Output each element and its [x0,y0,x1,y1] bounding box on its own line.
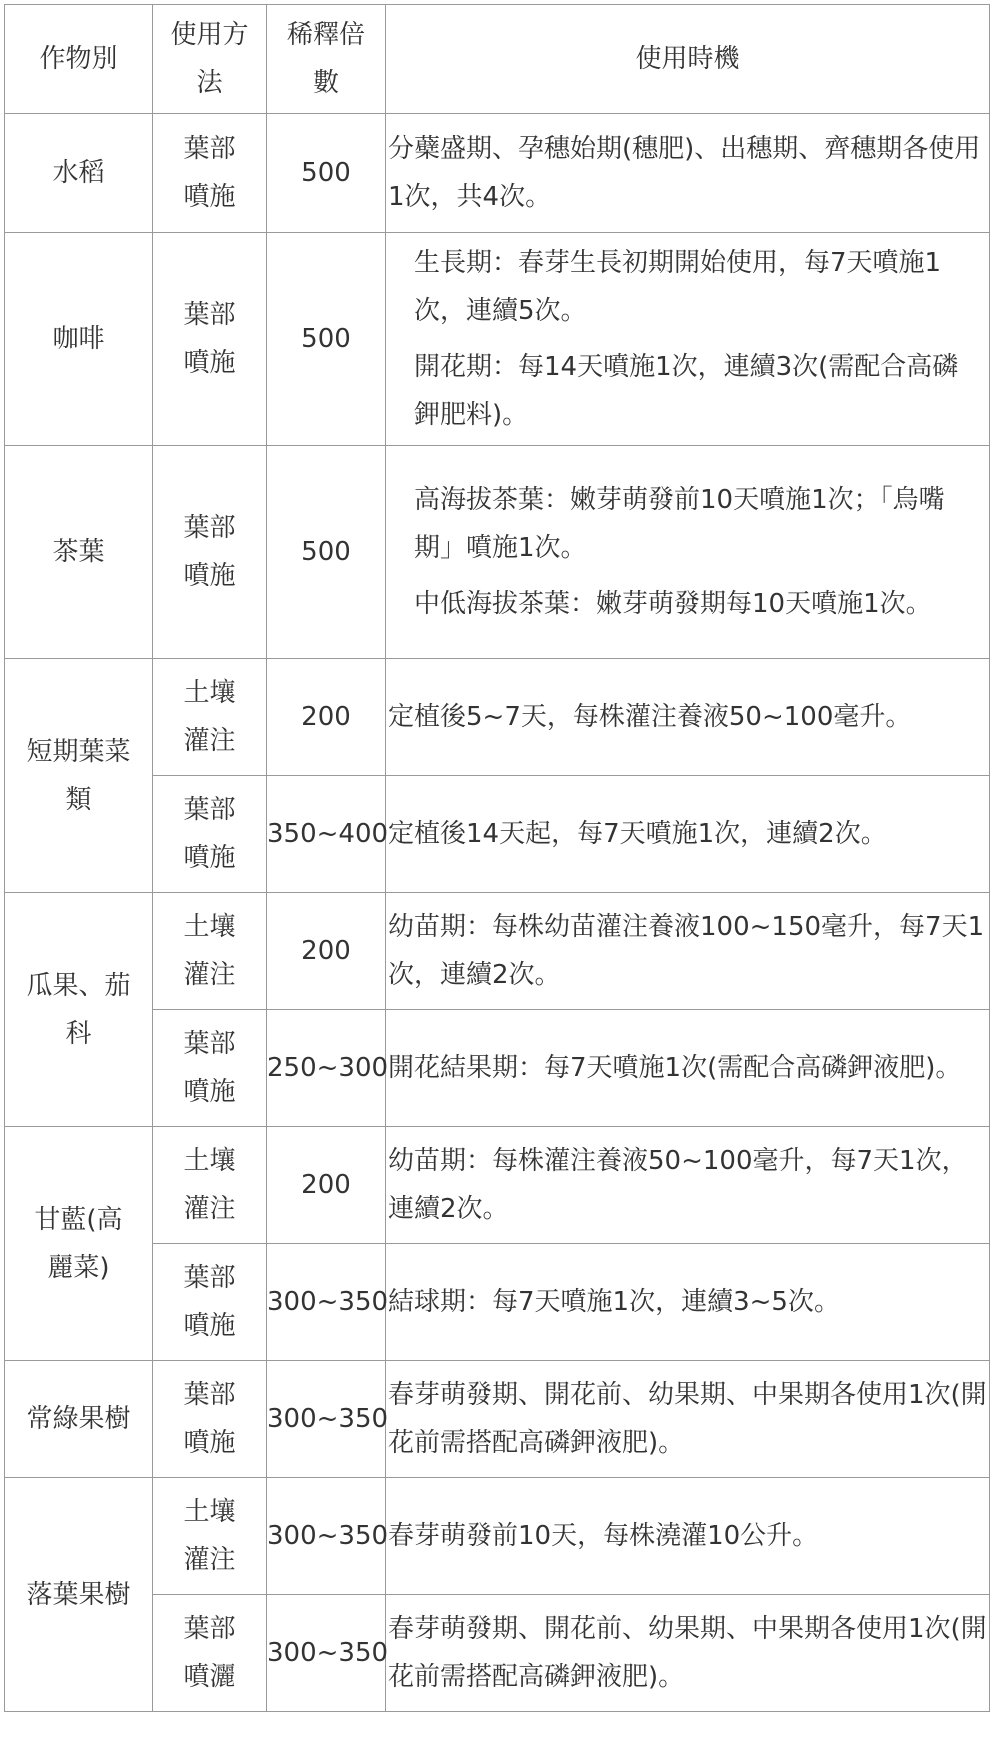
timing-item: 開花期：每14天噴施1次，連續3次(需配合高磷鉀肥料)。 [414,352,959,430]
method-cell: 葉部噴施 [153,1244,267,1361]
table-row [5,1010,990,1127]
dilution-cell: 200 [267,1127,386,1244]
method-cell: 土壤灌注 [153,893,267,1010]
timing-cell: 春芽萌發前10天，每株澆灌10公升。 [386,1478,990,1595]
crop-cell: 常綠果樹 [5,1361,153,1478]
timing-item: 生長期：春芽生長初期開始使用，每7天噴施1次，連續5次。 [414,248,942,326]
method-cell: 葉部噴施 [153,1010,267,1127]
table-row [5,893,990,1010]
crop-cell: 瓜果、茄科 [5,893,153,1127]
dilution-cell: 200 [267,659,386,776]
dilution-cell: 300~350 [267,1361,386,1478]
header-timing: 使用時機 [386,5,990,114]
method-cell: 葉部噴施 [153,446,267,659]
crop-cell: 甘藍(高麗菜) [5,1127,153,1361]
timing-cell: 春芽萌發期、開花前、幼果期、中果期各使用1次(開花前需搭配高磷鉀液肥)。 [386,1361,990,1478]
table-row [5,114,990,233]
timing-cell: 幼苗期：每株幼苗灌注養液100~150毫升，每7天1次，連續2次。 [386,893,990,1010]
method-cell: 土壤灌注 [153,1478,267,1595]
timing-cell: 分蘗盛期、孕穗始期(穗肥)、出穗期、齊穗期各使用1次，共4次。 [386,114,990,233]
dilution-cell: 300~350 [267,1244,386,1361]
timing-cell: 開花結果期：每7天噴施1次(需配合高磷鉀液肥)。 [386,1010,990,1127]
dilution-cell: 300~350 [267,1478,386,1595]
table-row [5,233,990,446]
timing-cell: 定植後5~7天，每株灌注養液50~100毫升。 [386,659,990,776]
table-row [5,1595,990,1712]
dilution-cell: 350~400 [267,776,386,893]
table-row [5,1127,990,1244]
table-row [5,1244,990,1361]
header-row [5,5,990,114]
header-dilution: 稀釋倍數 [267,5,386,114]
timing-item: 中低海拔茶葉：嫩芽萌發期每10天噴施1次。 [414,589,932,619]
dilution-cell: 500 [267,446,386,659]
crop-cell: 咖啡 [5,233,153,446]
table-row [5,1361,990,1478]
method-cell: 葉部噴施 [153,776,267,893]
crop-cell: 短期葉菜類 [5,659,153,893]
method-cell: 葉部噴施 [153,233,267,446]
dilution-cell: 250~300 [267,1010,386,1127]
table-row [5,446,990,659]
timing-cell [386,446,990,659]
header-crop: 作物別 [5,5,153,114]
usage-table [4,4,990,1712]
crop-cell: 茶葉 [5,446,153,659]
crop-cell: 水稻 [5,114,153,233]
dilution-cell: 300~350 [267,1595,386,1712]
timing-cell: 春芽萌發期、開花前、幼果期、中果期各使用1次(開花前需搭配高磷鉀液肥)。 [386,1595,990,1712]
timing-cell [386,233,990,446]
method-cell: 葉部噴施 [153,1361,267,1478]
dilution-cell: 200 [267,893,386,1010]
table-row [5,659,990,776]
crop-cell: 落葉果樹 [5,1478,153,1712]
method-cell: 葉部噴灑 [153,1595,267,1712]
timing-item: 高海拔茶葉：嫩芽萌發前10天噴施1次；「烏嘴期」噴施1次。 [414,485,945,563]
timing-cell: 幼苗期：每株灌注養液50~100毫升，每7天1次，連續2次。 [386,1127,990,1244]
timing-cell: 定植後14天起，每7天噴施1次，連續2次。 [386,776,990,893]
method-cell: 土壤灌注 [153,1127,267,1244]
dilution-cell: 500 [267,233,386,446]
table-row [5,1478,990,1595]
table-row [5,776,990,893]
header-method: 使用方法 [153,5,267,114]
dilution-cell: 500 [267,114,386,233]
method-cell: 葉部噴施 [153,114,267,233]
timing-cell: 結球期：每7天噴施1次，連續3~5次。 [386,1244,990,1361]
method-cell: 土壤灌注 [153,659,267,776]
